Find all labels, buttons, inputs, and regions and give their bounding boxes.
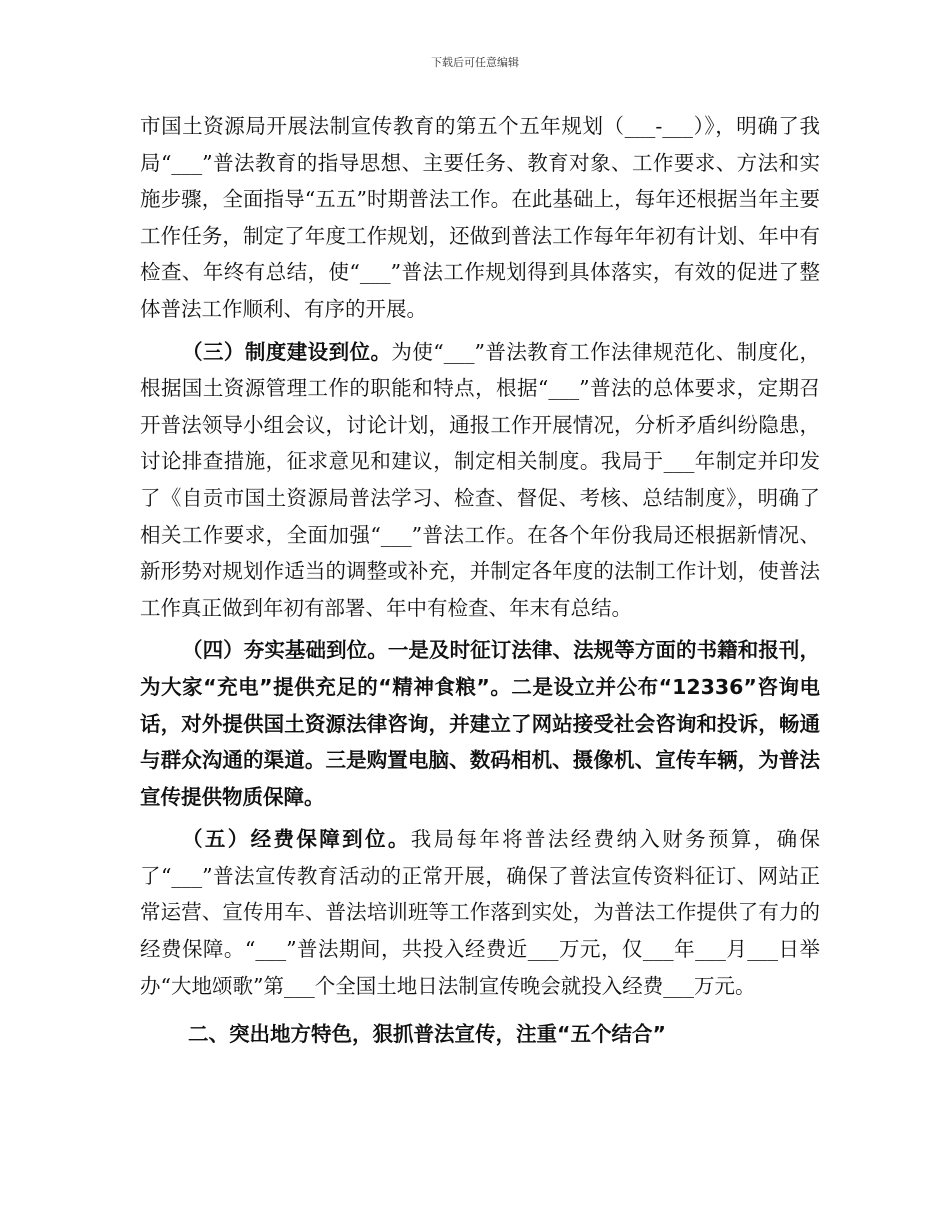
paragraph-heading: （五）经费保障到位。 <box>182 827 411 852</box>
paragraph-plan: 市国土资源局开展法制宣传教育的第五个五年规划（___-___）》，明确了我局“___”普法教育的指导思想、主要任务、教育对象、工作要求、方法和实施步骤，全面指导“五五”时期普法工作。在此基础上，每年还根据当年主要工作任务，制定了年度工作规划，还做到普法工作每年年初有计划、年中有检查、年终有总结，使“___”普法工作规划得到具体落实，有效的促进了整体普法工作顺利、有序的开展。 <box>140 114 820 321</box>
paragraph-text: 我局每年将普法经费纳入财务预算，确保了“___”普法宣传教育活动的正常开展，确保了普法宣传资料征订、网站正常运营、宣传用车、普法培训班等工作落到实处，为普法工作提供了有力的经费保障。“___”普法期间，共投入经费近___万元，仅___年___月___日举办“大地颂歌”第___个全国土地日法制宣传晚会就投入经费___万元。 <box>140 827 820 998</box>
page-header: 下载后可任意编辑 <box>431 56 519 69</box>
document-body <box>140 108 820 1053</box>
paragraph-system-building <box>140 334 820 627</box>
paragraph-heading: （三）制度建设到位。 <box>182 339 392 364</box>
section-heading: 二、突出地方特色，狠抓普法宣传，注重“五个结合” <box>188 1022 666 1047</box>
paragraph-foundation: （四）夯实基础到位。一是及时征订法律、法规等方面的书籍和报刊，为大家“充电”提供充足的“精神食粮”。二是设立并公布“12336”咨询电话，对外提供国土资源法律咨询，并建立了网站接受社会咨询和投诉，畅通与群众沟通的渠道。三是购置电脑、数码相机、摄像机、宣传车辆，为普法宣传提供物质保障。 <box>140 638 820 809</box>
paragraph-text: 为使“___”普法教育工作法律规范化、制度化，根据国土资源管理工作的职能和特点，根据“___”普法的总体要求，定期召开普法领导小组会议，讨论计划，通报工作开展情况，分析矛盾纠纷隐患，讨论排查措施，征求意见和建议，制定相关制度。我局于___年制定并印发了《自贡市国土资源局普法学习、检查、督促、考核、总结制度》，明确了相关工作要求，全面加强“___”普法工作。在各个年份我局还根据新情况、新形势对规划作适当的调整或补充，并制定各年度的法制工作计划，使普法工作真正做到年初有部署、年中有检查、年末有总结。 <box>140 339 820 620</box>
paragraph-funding <box>140 821 820 1004</box>
